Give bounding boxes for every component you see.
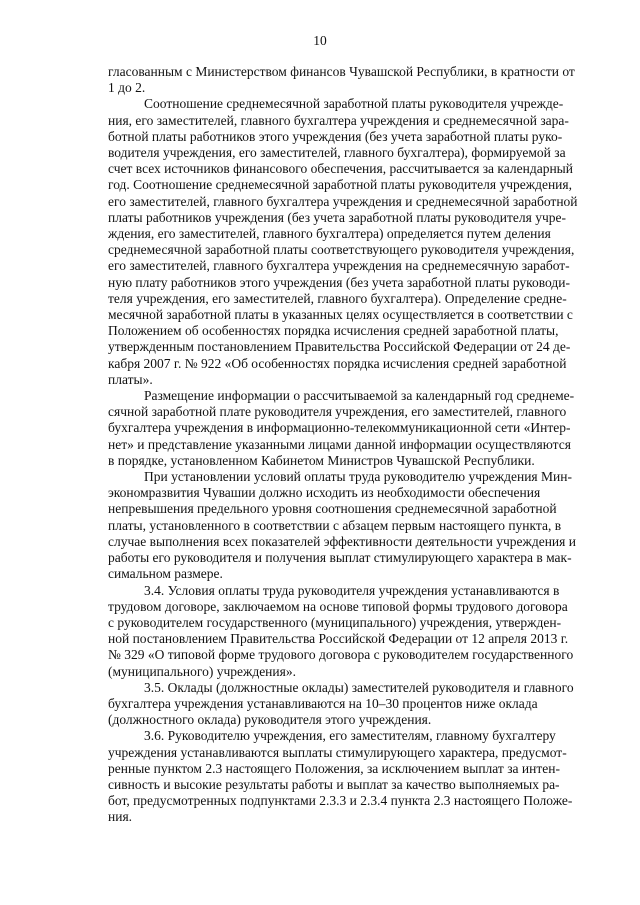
paragraph-clause-3-6: 3.6. Руководителю учреждения, его заместителям, главному бухгалтеру учреждения устанавливаются выплаты стимулирующего характера, предусмот- ренные пунктом 2.3 настоящего Положения, за исключением выплат за интен- сивность и высокие результаты работы и выплат за качество выполняемых ра- бот, предусмотренных подпунктами 2.3.3 и 2.3.4 пункта 2.3 настоящего Положе- ния. — [108, 728, 573, 825]
paragraph-continuation: гласованным с Министерством финансов Чувашской Республики, в кратности от 1 до 2. — [108, 64, 575, 96]
paragraph-salary-ratio: Соотношение среднемесячной заработной платы руководителя учрежде- ния, его заместителей, главного бухгалтера учреждения и среднемесячной зара- ботной платы работников этого учреждения (без учета заработной платы руко- водителя учреждения, его заместителей, главного бухгалтера), формируемой за счет всех источников финансового обеспечения, рассчитывается за календарный год. Соотношение среднемесячной заработной платы руководителя учреждения, его заместителей, главного бухгалтера учреждения и среднемесячной заработной платы работников учреждения (без учета заработной платы руководителя учре- ждения, его заместителей, главного бухгалтера) определяется путем деления среднемесячной заработной платы соответствующего руководителя учреждения, его заместителей, главного бухгалтера учреждения на среднемесячную заработ- ную плату работников этого учреждения (без учета заработной платы руководи- теля учреждения, его заместителей, главного бухгалтера). Определение средне- месячной заработной платы в указанных целях осуществляется в соответствии с Положением об особенностях порядка исчисления средней заработной платы, утвержденным постановлением Правительства Российской Федерации от 24 де- кабря 2007 г. № 922 «Об особенностях порядка исчисления средней заработной платы». — [108, 96, 578, 387]
page-number: 10 — [313, 33, 327, 48]
paragraph-ministry-conditions: При установлении условий оплаты труда руководителю учреждения Мин- экономразвития Чувашии должно исходить из необходимости обеспечения непревышения предельного уровня соотношения среднемесячной заработной платы, установленного в соответствии с абзацем первым настоящего пункта, в случае выполнения всех показателей эффективности деятельности учреждения и работы его руководителя и получения выплат стимулирующего характера в мак- симальном размере. — [108, 469, 576, 582]
paragraph-clause-3-5: 3.5. Оклады (должностные оклады) заместителей руководителя и главного бухгалтера учреждения устанавливаются на 10–30 процентов ниже оклада (должностного оклада) руководителя этого учреждения. — [108, 679, 574, 728]
document-body — [108, 64, 597, 826]
paragraph-information-placement: Размещение информации о рассчитываемой за календарный год среднеме- сячной заработной плате руководителя учреждения, его заместителей, главного бухгалтера учреждения в информационно-телекоммуникационной сети «Интер- нет» и представление указанными лицами данной информации осуществляются в порядке, установленном Кабинетом Министров Чувашской Республики. — [108, 388, 575, 468]
paragraph-clause-3-4: 3.4. Условия оплаты труда руководителя учреждения устанавливаются в трудовом договоре, заключаемом на основе типовой формы трудового договора с руководителем государственного (муниципального) учреждения, утвержден- ной постановлением Правительства Российской Федерации от 12 апреля 2013 г. № 329 «О типовой форме трудового договора с руководителем государственного (муниципального) учреждения». — [108, 582, 574, 679]
